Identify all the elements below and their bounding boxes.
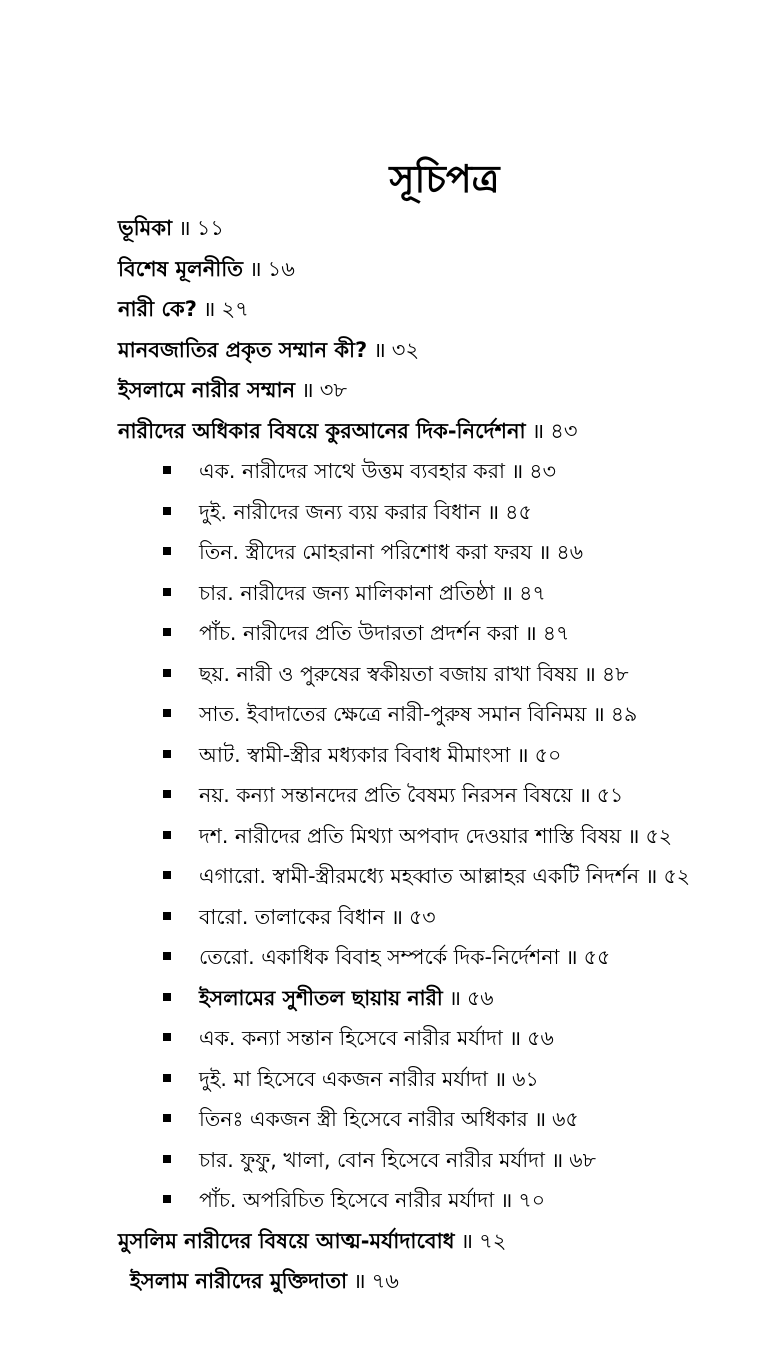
toc-separator: ॥ xyxy=(353,1269,366,1293)
toc-separator: ॥ xyxy=(533,1107,547,1131)
toc-subentry xyxy=(118,897,768,938)
toc-entry-label: তিন. স্ত্রীদের মোহরানা পরিশোধ করা ফরয xyxy=(199,540,533,564)
page-title: সূচিপত্র xyxy=(389,157,500,201)
toc-subentry xyxy=(118,492,768,533)
toc-separator: ॥ xyxy=(508,1026,522,1050)
toc-entry-label: দুই. মা হিসেবে একজন নারীর মর্যাদা xyxy=(199,1066,488,1091)
toc-subentry xyxy=(118,856,768,897)
toc-separator: ॥ xyxy=(448,985,461,1010)
toc-separator: ॥ xyxy=(493,1066,507,1091)
bullet-square-icon xyxy=(163,588,171,596)
toc-page-number: ৭২ xyxy=(479,1228,507,1253)
toc-separator: ॥ xyxy=(645,864,658,888)
toc-separator: ॥ xyxy=(531,418,545,443)
toc-page-number: ৫৩ xyxy=(409,904,436,929)
toc-page-number: ৫০ xyxy=(534,742,562,767)
bullet-square-icon xyxy=(163,790,171,798)
bullet-square-icon xyxy=(163,709,171,717)
toc-entry-label: চার. ফুফু, খালা, বোন হিসেবে নারীর মর্যাদা xyxy=(199,1147,545,1172)
bullet-square-icon xyxy=(163,1114,171,1122)
bullet-square-icon xyxy=(163,952,171,960)
toc-entry-label: তেরো. একাধিক বিবাহ সম্পর্কে দিক-নির্দেশনা xyxy=(199,945,560,969)
toc-subentry xyxy=(118,1180,768,1221)
toc-separator: ॥ xyxy=(178,216,191,240)
toc-page-number: ৪৮ xyxy=(601,661,629,686)
toc-separator: ॥ xyxy=(592,702,605,726)
toc-page-number: ৭০ xyxy=(518,1188,546,1212)
toc-entry-label: ছয়. নারী ও পুরুষের স্বকীয়তা বজায় রাখা বিষয় xyxy=(199,661,578,686)
toc-entry xyxy=(118,208,768,249)
toc-entry-label: এক. কন্যা সন্তান হিসেবে নারীর মর্যাদা xyxy=(199,1026,503,1050)
toc-separator: ॥ xyxy=(550,1147,564,1172)
toc-entry-label: বিশেষ মূলনীতি xyxy=(118,256,244,281)
toc-entry-label: মানবজাতির প্রকৃত সম্মান কী? xyxy=(118,337,368,362)
toc-subentry xyxy=(118,978,768,1019)
toc-page-number: ১১ xyxy=(196,216,224,240)
bullet-square-icon xyxy=(163,993,171,1001)
toc-subentry xyxy=(118,937,768,978)
toc-entry-label: নারীদের অধিকার বিষয়ে কুরআনের দিক-নির্দেশনা xyxy=(118,418,526,443)
toc-separator: ॥ xyxy=(460,1228,474,1253)
toc-list xyxy=(118,208,768,1302)
toc-entry-label: এগারো. স্বামী-স্ত্রীরমধ্যে মহব্বাত আল্লাহর একটি নিদর্শন xyxy=(199,864,640,888)
toc-entry-label: ভূমিকা xyxy=(118,216,173,240)
bullet-square-icon xyxy=(163,1155,171,1163)
toc-page-number: ৫৬ xyxy=(467,985,494,1010)
toc-entry xyxy=(118,411,768,452)
toc-entry-label: ইসলামের সুশীতল ছায়ায় নারী xyxy=(199,985,443,1010)
toc-entry xyxy=(118,249,768,290)
toc-subentry xyxy=(118,694,768,735)
toc-subentry xyxy=(118,1140,768,1181)
toc-separator: ॥ xyxy=(373,337,386,362)
toc-separator: ॥ xyxy=(500,1188,513,1212)
toc-separator: ॥ xyxy=(202,297,216,321)
toc-entry-label: এক. নারীদের সাথে উত্তম ব্যবহার করা xyxy=(199,459,505,483)
toc-page-number: ৪৫ xyxy=(505,499,532,524)
toc-separator: ॥ xyxy=(627,823,640,848)
toc-page-number: ৪৭ xyxy=(542,621,570,645)
bullet-square-icon xyxy=(163,547,171,555)
toc-separator: ॥ xyxy=(538,540,551,564)
toc-entry-label: মুসলিম নারীদের বিষয়ে আত্ম-মর্যাদাবোধ xyxy=(118,1228,455,1253)
toc-subentry xyxy=(118,573,768,614)
bullet-square-icon xyxy=(163,912,171,920)
toc-subentry xyxy=(118,613,768,654)
toc-entry xyxy=(118,289,768,330)
toc-subentry xyxy=(118,775,768,816)
bullet-square-icon xyxy=(163,1074,171,1082)
bullet-square-icon xyxy=(163,507,171,515)
toc-subentry xyxy=(118,451,768,492)
toc-page-number: ৪৬ xyxy=(556,540,584,564)
toc-separator: ॥ xyxy=(510,459,524,483)
table-of-contents xyxy=(118,208,768,1302)
bullet-square-icon xyxy=(163,1195,171,1203)
toc-separator: ॥ xyxy=(500,580,514,605)
toc-page-number: ৬৫ xyxy=(552,1107,579,1131)
toc-page-number: ৭৬ xyxy=(371,1269,399,1293)
toc-subentry xyxy=(118,816,768,857)
toc-entry-label: বারো. তালাকের বিধান xyxy=(199,904,385,929)
toc-separator: ॥ xyxy=(565,945,578,969)
toc-entry-label: নারী কে? xyxy=(118,297,197,321)
bullet-square-icon xyxy=(163,669,171,677)
toc-entry-label: তিনঃ একজন স্ত্রী হিসেবে নারীর অধিকার xyxy=(199,1107,528,1131)
toc-page-number: ৪৩ xyxy=(550,418,578,443)
toc-page-number: ৬৮ xyxy=(569,1147,596,1172)
toc-page-number: ২৭ xyxy=(221,297,249,321)
toc-separator: ॥ xyxy=(516,742,529,767)
toc-page-number: ৪৯ xyxy=(610,702,638,726)
toc-entry-label: পাঁচ. অপরিচিত হিসেবে নারীর মর্যাদা xyxy=(199,1188,495,1212)
toc-page-number: ১৬ xyxy=(267,256,295,281)
toc-page-number: ৫২ xyxy=(645,823,673,848)
toc-entry-label: দুই. নারীদের জন্য ব্যয় করার বিধান xyxy=(199,499,481,524)
toc-subentry xyxy=(118,1099,768,1140)
toc-page-number: ৪৭ xyxy=(519,580,546,605)
toc-subentry xyxy=(118,532,768,573)
toc-separator: ॥ xyxy=(583,661,596,686)
toc-entry-label: দশ. নারীদের প্রতি মিথ্যা অপবাদ দেওয়ার শাস্তি বিষয় xyxy=(199,823,622,848)
bullet-square-icon xyxy=(163,628,171,636)
toc-separator: ॥ xyxy=(301,378,314,402)
toc-separator: ॥ xyxy=(249,256,262,281)
toc-entry-label: পাঁচ. নারীদের প্রতি উদারতা প্রদর্শন করা xyxy=(199,621,519,645)
toc-page-number: ৩৮ xyxy=(319,378,347,402)
toc-page-number: ৫৬ xyxy=(527,1026,554,1050)
toc-page-number: ৩২ xyxy=(391,337,420,362)
toc-entry-label: নয়. কন্যা সন্তানদের প্রতি বৈষম্য নিরসন বিষয়ে xyxy=(199,783,573,807)
toc-separator: ॥ xyxy=(390,904,403,929)
toc-page-number: ৫১ xyxy=(596,783,624,807)
toc-page-number: ৫৫ xyxy=(583,945,611,969)
toc-entry-label: ইসলাম নারীদের মুক্তিদাতা xyxy=(130,1269,348,1293)
toc-page-number: ৬১ xyxy=(512,1066,539,1091)
toc-separator: ॥ xyxy=(578,783,591,807)
toc-page-number: ৪৩ xyxy=(529,459,556,483)
toc-entry-label: সাত. ইবাদাতের ক্ষেত্রে নারী-পুরুষ সমান বিনিময় xyxy=(199,702,587,726)
toc-subentry xyxy=(118,1059,768,1100)
bullet-square-icon xyxy=(163,466,171,474)
toc-entry-label: আট. স্বামী-স্ত্রীর মধ্যকার বিবাধ মীমাংসা xyxy=(199,742,511,767)
toc-entry xyxy=(118,1221,768,1262)
bullet-square-icon xyxy=(163,750,171,758)
toc-separator: ॥ xyxy=(524,621,537,645)
toc-page-number: ৫২ xyxy=(663,864,691,888)
bullet-square-icon xyxy=(163,1033,171,1041)
toc-entry xyxy=(118,1261,768,1302)
toc-entry-label: ইসলামে নারীর সম্মান xyxy=(118,378,296,402)
toc-subentry xyxy=(118,735,768,776)
toc-entry xyxy=(118,330,768,371)
bullet-square-icon xyxy=(163,831,171,839)
toc-subentry xyxy=(118,654,768,695)
bullet-square-icon xyxy=(163,871,171,879)
toc-subentry xyxy=(118,1018,768,1059)
toc-entry-label: চার. নারীদের জন্য মালিকানা প্রতিষ্ঠা xyxy=(199,580,495,605)
toc-entry xyxy=(118,370,768,411)
toc-separator: ॥ xyxy=(486,499,500,524)
